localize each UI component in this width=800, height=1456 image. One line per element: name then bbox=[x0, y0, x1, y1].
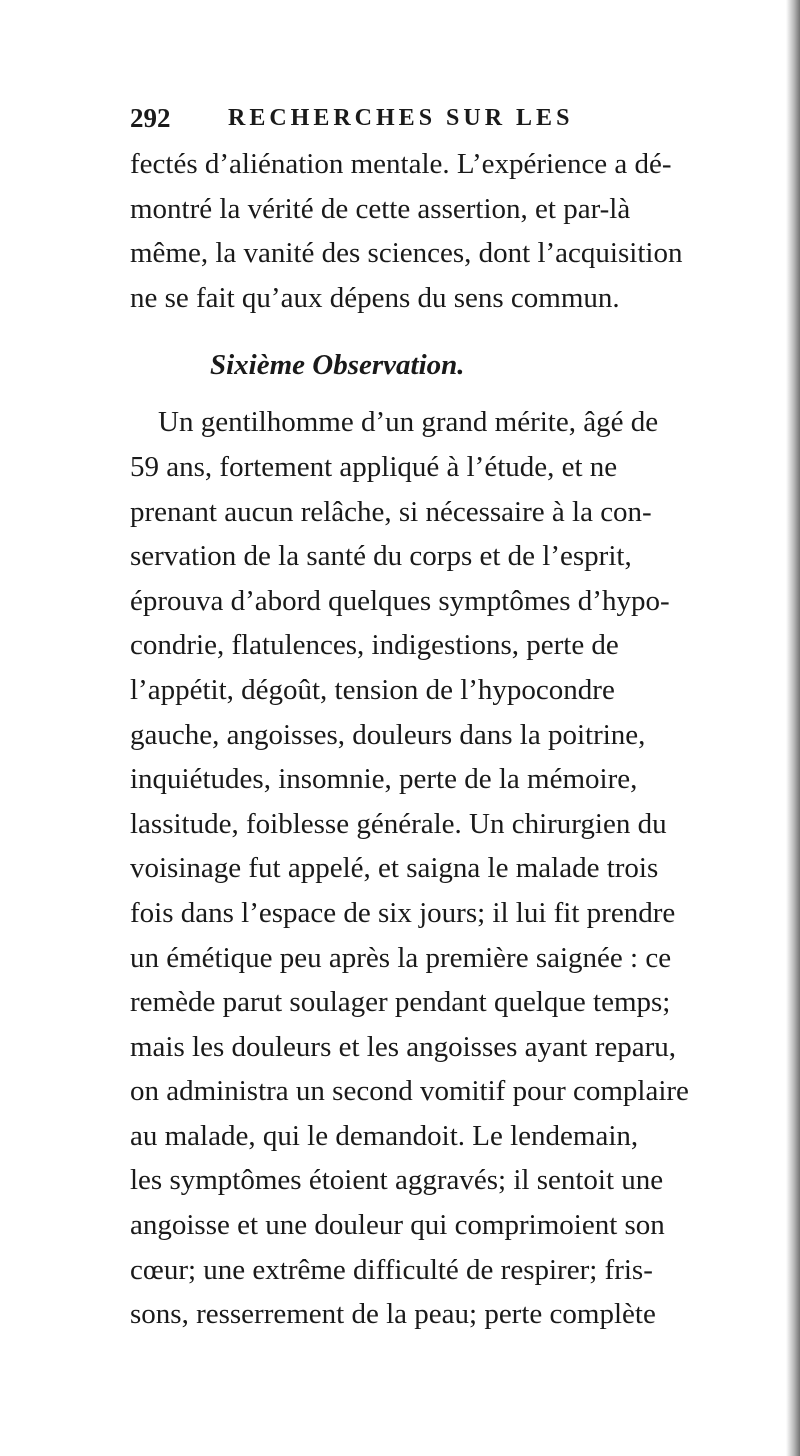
text-line: fectés d’aliénation mentale. L’expérience a dé- bbox=[130, 148, 672, 180]
spacer bbox=[130, 320, 790, 330]
text-line: gauche, angoisses, douleurs dans la poitrine, bbox=[130, 718, 646, 751]
text-line: Un gentilhomme d’un grand mérite, âgé de bbox=[158, 406, 659, 439]
text-line: un émétique peu après la première saignée : ce bbox=[130, 941, 672, 974]
text-line: ne se fait qu’aux dépens du sens commun. bbox=[130, 281, 620, 314]
text-line: voisinage fut appelé, et saigna le malade trois bbox=[130, 852, 659, 885]
text-line: l’appétit, dégoût, tension de l’hypocondre bbox=[130, 673, 615, 706]
text-line: condrie, flatulences, indigestions, perte de bbox=[130, 629, 619, 662]
running-head bbox=[130, 100, 650, 136]
text-line: fois dans l’espace de six jours; il lui fit prendre bbox=[130, 896, 676, 929]
text-line: inquiétudes, insomnie, perte de la mémoire, bbox=[130, 763, 638, 796]
page-text bbox=[130, 142, 790, 1337]
text-line: prenant aucun relâche, si nécessaire à la con- bbox=[130, 495, 652, 528]
text-line: les symptômes étoient aggravés; il sentoit une bbox=[130, 1164, 664, 1197]
text-line: montré la vérité de cette assertion, et par-là bbox=[130, 192, 631, 225]
text-line: au malade, qui le demandoit. Le lendemain, bbox=[130, 1119, 639, 1152]
text-line: cœur; une extrême difficulté de respirer; fris- bbox=[130, 1253, 653, 1286]
text-line: remède parut soulager pendant quelque temps; bbox=[130, 986, 671, 1019]
page-number: 292 bbox=[130, 103, 171, 133]
text-line: angoisse et une douleur qui comprimoient son bbox=[130, 1209, 665, 1242]
text-line: 59 ans, fortement appliqué à l’étude, et ne bbox=[130, 450, 618, 483]
text-line: sons, resserrement de la peau; perte complète bbox=[130, 1298, 656, 1331]
text-line: même, la vanité des sciences, dont l’acquisition bbox=[130, 237, 683, 270]
text-line: lassitude, foiblesse générale. Un chirurgien du bbox=[130, 807, 667, 840]
text-line: on administra un second vomitif pour complaire bbox=[130, 1075, 689, 1108]
text-line: mais les douleurs et les angoisses ayant reparu, bbox=[130, 1030, 677, 1063]
text-line: servation de la santé du corps et de l’esprit, bbox=[130, 540, 632, 573]
text-line: éprouva d’abord quelques symptômes d’hypo- bbox=[130, 584, 670, 617]
running-title: RECHERCHES SUR LES bbox=[228, 105, 574, 131]
section-heading: Sixième Observation. bbox=[210, 349, 465, 382]
